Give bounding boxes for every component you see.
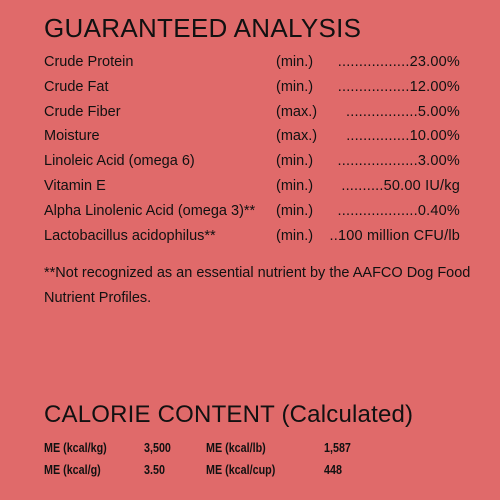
nutrient-name: Moisture [44,128,100,145]
calorie-label: ME (kcal/g) [44,463,101,477]
analysis-row [44,124,464,149]
nutrient-value: .................23.00% [337,54,460,70]
analysis-row [44,199,464,224]
guaranteed-analysis-heading: GUARANTEED ANALYSIS [44,13,362,43]
nutrient-qualifier: (min.) [276,202,314,219]
calorie-content-heading: CALORIE CONTENT (Calculated) [44,401,414,428]
nutrient-qualifier: (min.) [276,78,314,95]
nutrient-qualifier: (min.) [276,177,314,194]
calorie-row [44,437,464,459]
analysis-row [44,100,464,125]
analysis-table [44,50,464,248]
calorie-table [44,437,464,481]
nutrient-name: Crude Fat [44,78,109,95]
calorie-label: ME (kcal/lb) [206,441,266,455]
calorie-row [44,459,464,481]
aafco-footnote: **Not recognized as an essential nutrient by the AAFCO Dog Food Nutrient Profiles. [44,265,471,306]
nutrient-name: Linoleic Acid (omega 6) [44,153,195,170]
nutrient-value: ...................3.00% [337,153,460,170]
analysis-row [44,149,464,174]
nutrient-value: .................5.00% [346,103,460,120]
nutrient-name: Crude Fiber [44,103,121,120]
calorie-label: ME (kcal/kg) [44,441,107,455]
nutrient-name: Crude Protein [44,54,134,70]
nutrient-value: ..100 million CFU/lb [329,227,460,244]
nutrient-qualifier: (min.) [276,227,314,244]
nutrient-value: ...............10.00% [346,128,460,145]
analysis-row [44,174,464,199]
calorie-value: 3.50 [144,463,165,477]
nutrient-value: ...................0.40% [337,202,460,219]
nutrient-qualifier: (max.) [276,103,318,120]
nutrient-name: Lactobacillus acidophilus** [44,227,216,244]
calorie-value: 1,587 [324,441,351,455]
analysis-row [44,224,464,249]
calorie-value: 448 [324,463,342,477]
nutrient-qualifier: (max.) [276,128,318,145]
analysis-row [44,50,464,75]
nutrient-qualifier: (min.) [276,153,314,170]
calorie-value: 3,500 [144,441,171,455]
nutrient-value: .................12.00% [337,78,460,95]
nutrient-name: Alpha Linolenic Acid (omega 3)** [44,202,256,219]
calorie-label: ME (kcal/cup) [206,463,276,477]
nutrient-qualifier: (min.) [276,54,314,70]
nutrient-name: Vitamin E [44,177,106,194]
analysis-row [44,75,464,100]
nutrient-value: ..........50.00 IU/kg [341,177,460,194]
